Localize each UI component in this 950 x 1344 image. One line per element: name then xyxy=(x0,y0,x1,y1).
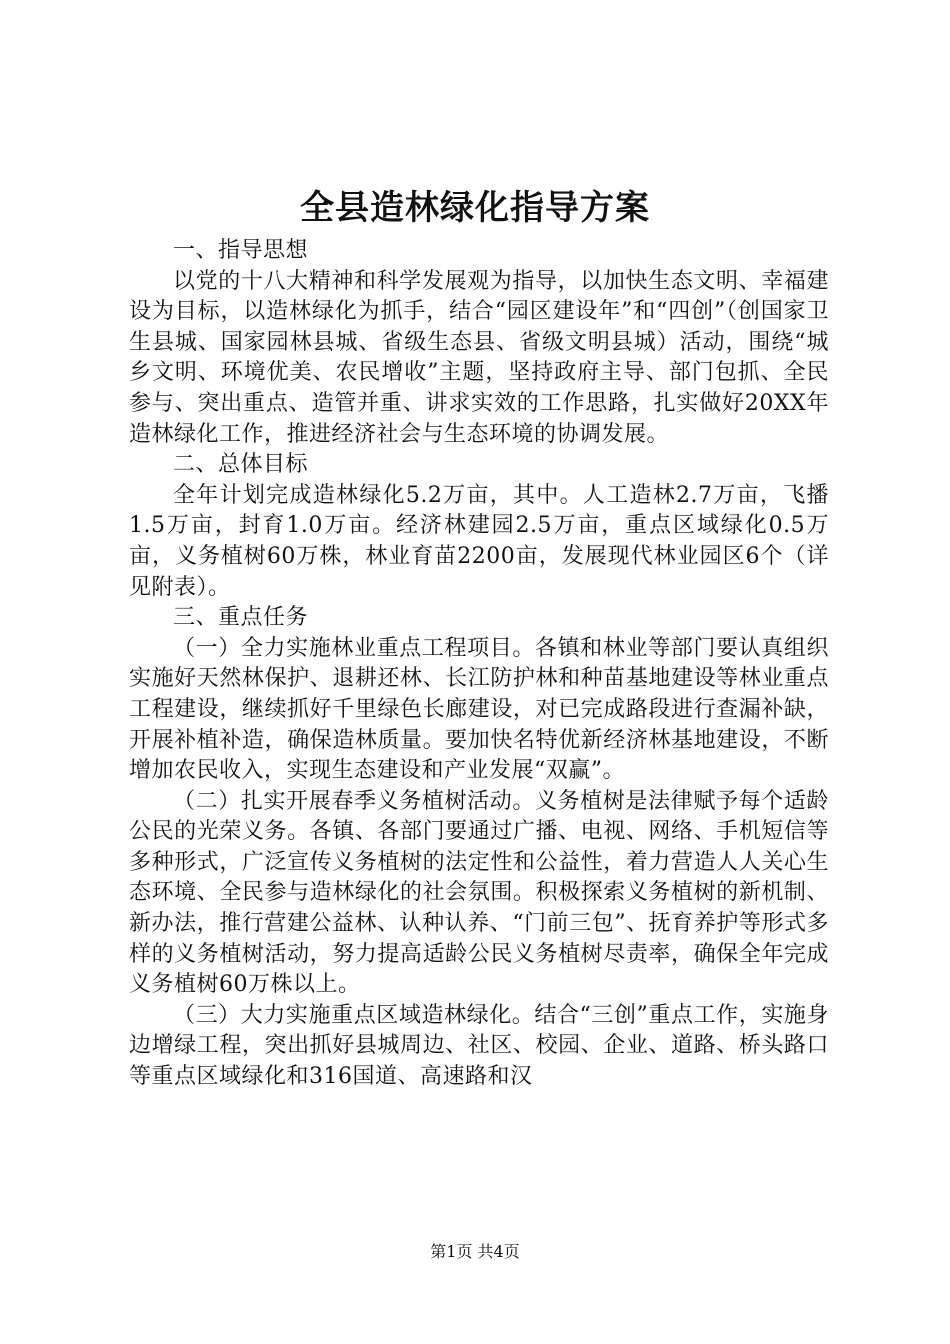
section-heading-key-tasks: 三、重点任务 xyxy=(173,605,309,631)
paragraph-overall-goals: 全年计划完成造林绿化5.2万亩，其中。人工造林2.7万亩，飞播1.5万亩，封育1.0万亩。经济林建园2.5万亩，重点区域绿化0.5万亩，义务植树60万株，林业育苗2200亩，发展现代林业园区6个（详见附表）。 xyxy=(129,482,829,600)
paragraph-task-3: （三）大力实施重点区域造林绿化。结合“三创”重点工作，实施身边增绿工程，突出抓好县城周边、社区、校园、企业、道路、桥头路口等重点区域绿化和316国道、高速路和汉 xyxy=(129,1002,829,1090)
paragraph-task-1: （一）全力实施林业重点工程项目。各镇和林业等部门要认真组织实施好天然林保护、退耕还林、长江防护林和种苗基地建设等林业重点工程建设，继续抓好千里绿色长廊建设，对已完成路段进行查漏补缺，开展补植补造，确保造林质量。要加快名特优新经济林基地建设，不断增加农民收入，实现生态建设和产业发展“双赢”。 xyxy=(129,635,829,784)
paragraph-task-2: （二）扎实开展春季义务植树活动。义务植树是法律赋予每个适龄公民的光荣义务。各镇、各部门要通过广播、电视、网络、手机短信等多种形式，广泛宣传义务植树的法定性和公益性，着力营造人人关心生态环境、全民参与造林绿化的社会氛围。积极探索义务植树的新机制、新办法，推行营建公益林、认种认养、“门前三包”、抚育养护等形式多样的义务植树活动，努力提高适龄公民义务植树尽责率，确保全年完成义务植树60万株以上。 xyxy=(129,788,829,998)
document-body xyxy=(129,236,829,1093)
document-title: 全县造林绿化指导方案 xyxy=(300,188,650,228)
section-heading-guiding-ideology: 一、指导思想 xyxy=(173,238,309,263)
paragraph-guiding-ideology: 以党的十八大精神和科学发展观为指导，以加快生态文明、幸福建设为目标，以造林绿化为抓手，结合“园区建设年”和“四创”（创国家卫生县城、国家园林县城、省级生态县、省级文明县城）活动，围绕“城乡文明、环境优美、农民增收”主题，坚持政府主导、部门包抓、全民参与、突出重点、造管并重、讲求实效的工作思路，扎实做好20XX年造林绿化工作，推进经济社会与生态环境的协调发展。 xyxy=(129,268,829,447)
section-heading-overall-goals: 二、总体目标 xyxy=(173,452,309,478)
page-footer: 第1页 共4页 xyxy=(430,1242,520,1261)
